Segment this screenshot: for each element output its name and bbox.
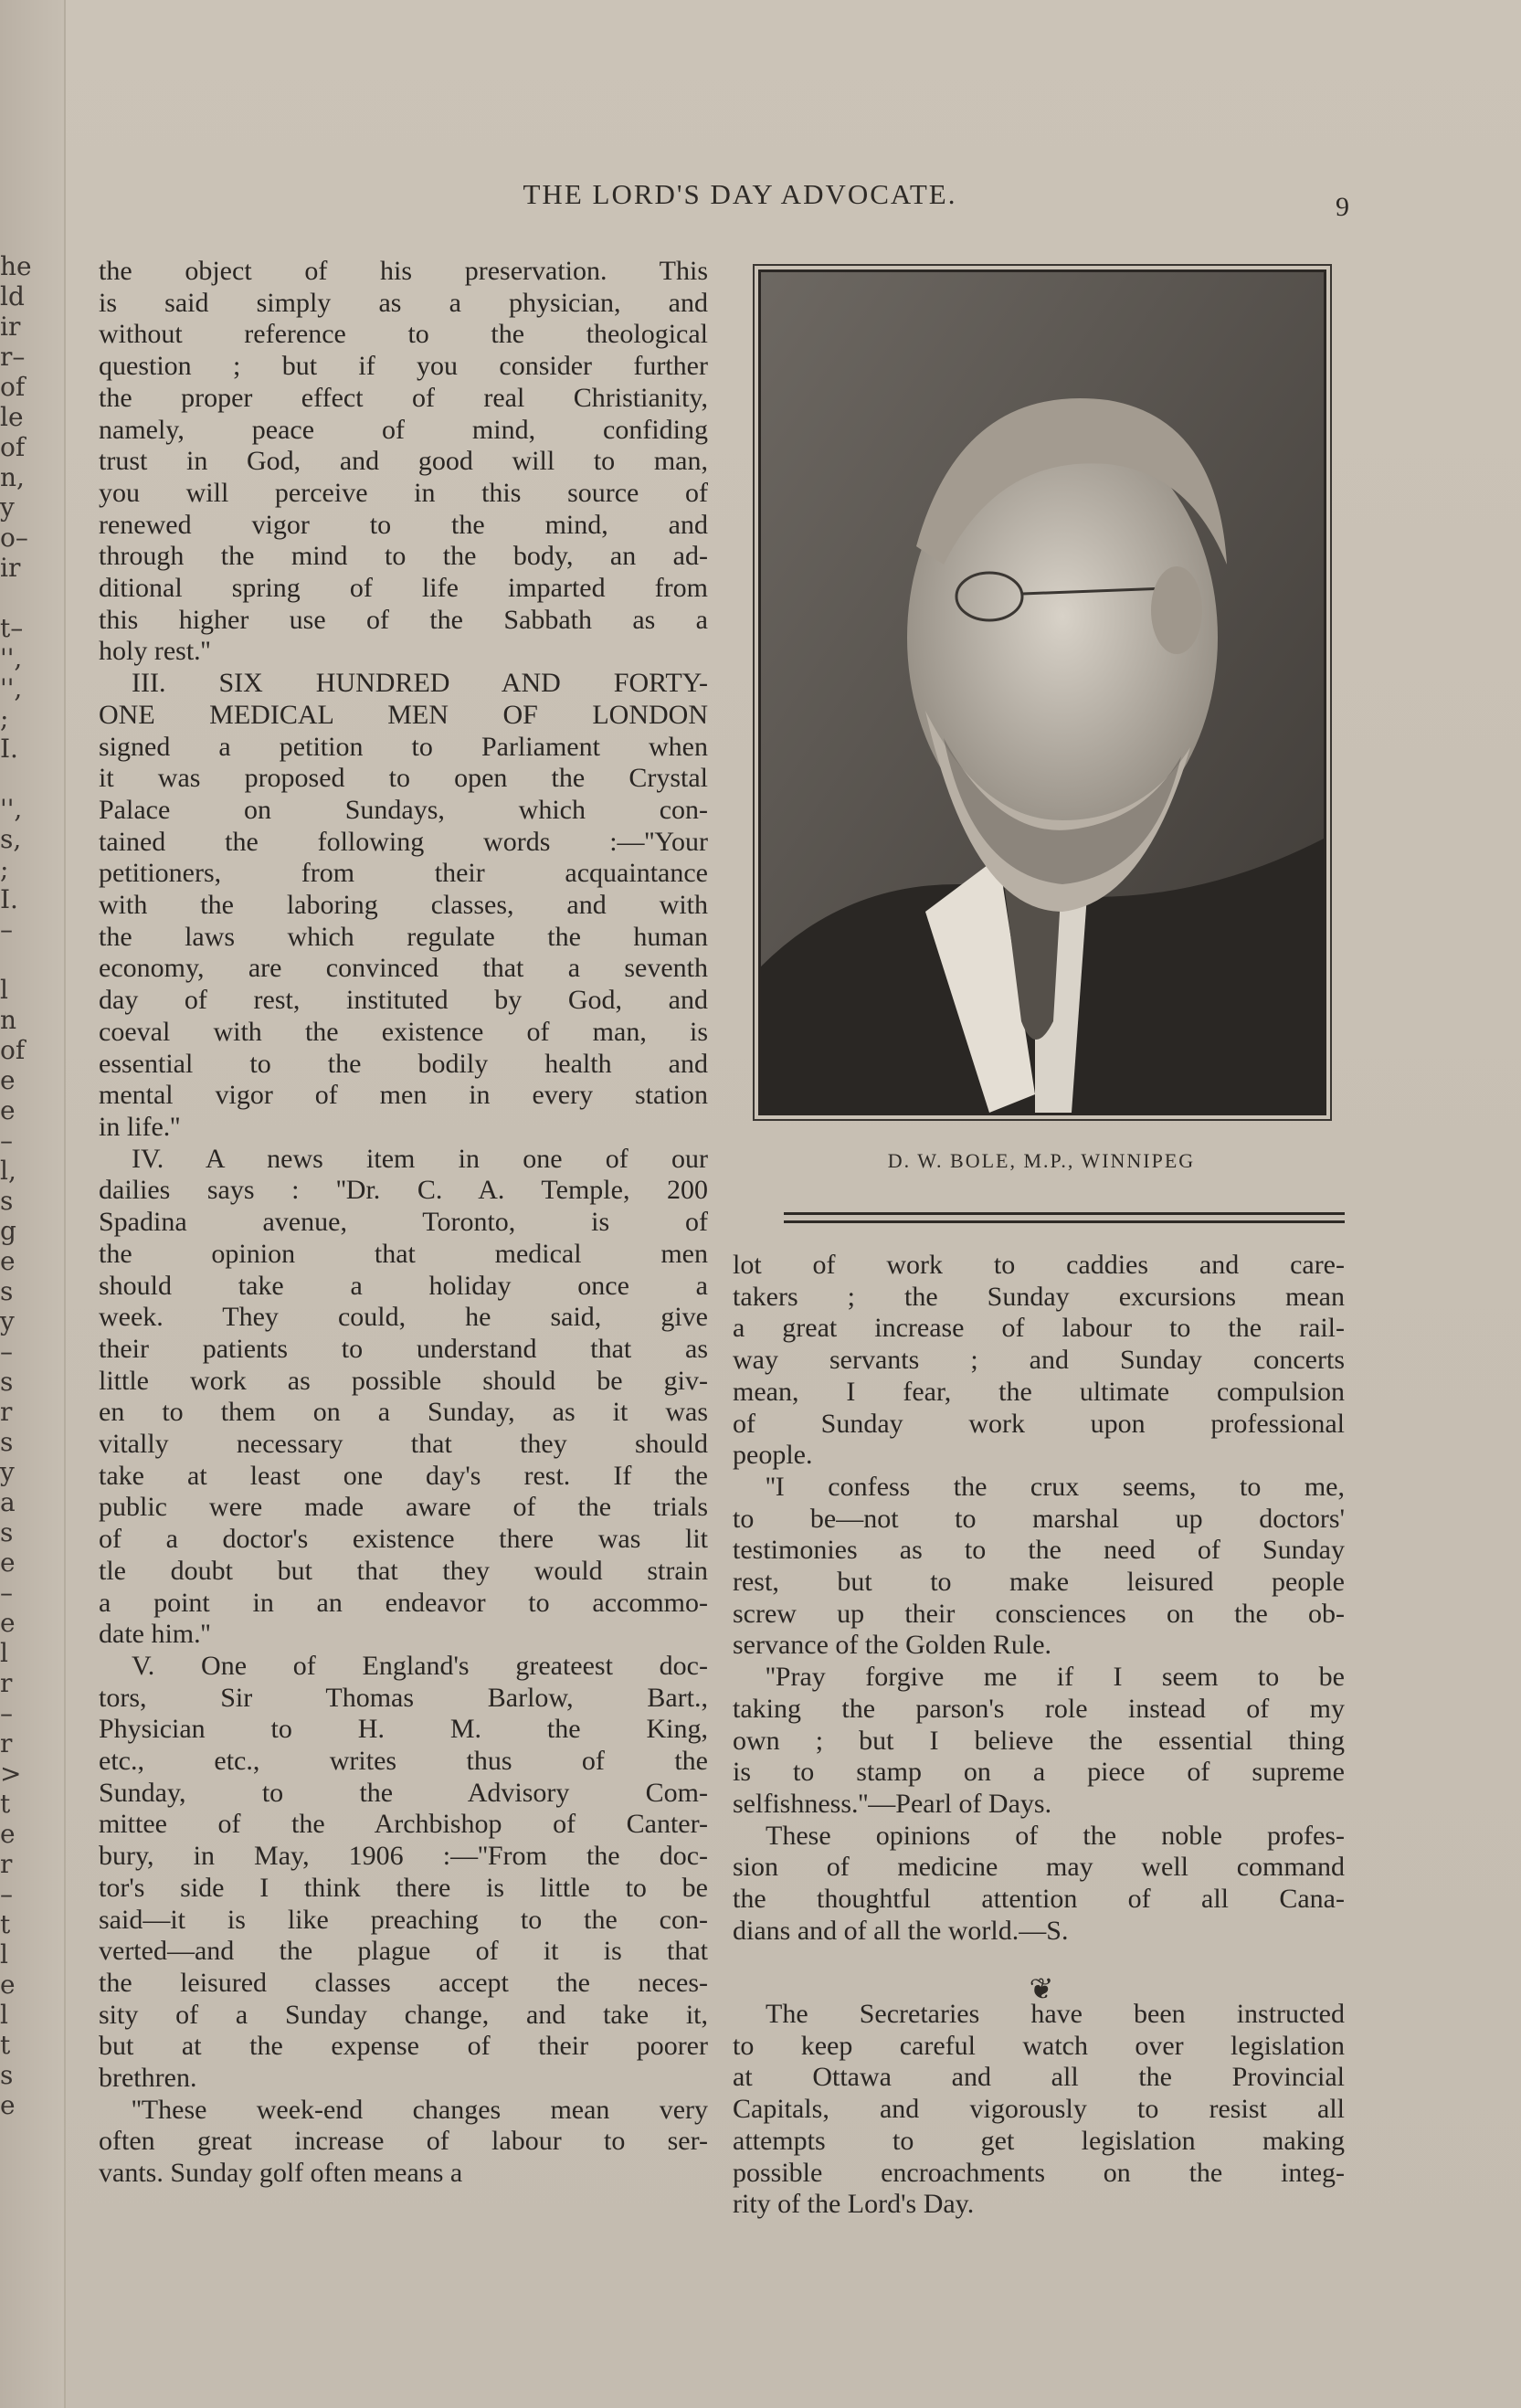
text-line: namely, peace of mind, confiding	[99, 414, 708, 445]
margin-fragment: t	[0, 1789, 11, 1819]
margin-fragment: ir	[0, 312, 21, 342]
margin-fragment: e	[0, 1095, 16, 1125]
text-line: day of rest, instituted by God, and	[99, 985, 708, 1016]
text-line: the thoughtful attention of all Cana-	[733, 1884, 1345, 1915]
margin-fragment	[0, 945, 55, 975]
margin-fragment: t	[0, 1909, 11, 1939]
margin-fragment: t	[0, 2030, 11, 2060]
margin-fragment: ;	[0, 703, 9, 734]
left-column	[99, 256, 708, 2190]
text-line: vants. Sunday golf often means a	[99, 2158, 463, 2189]
margin-fragment: r	[0, 1728, 13, 1758]
margin-fragment: y	[0, 1306, 15, 1336]
portrait-photo	[758, 269, 1326, 1115]
margin-fragment: l,	[0, 1156, 16, 1186]
margin-fragment: of	[0, 432, 26, 462]
margin-fragment: he	[0, 251, 32, 281]
text-line: way servants ; and Sunday concerts	[733, 1345, 1345, 1376]
text-line: holy rest.''	[99, 636, 211, 667]
margin-fragment: e	[0, 2090, 16, 2120]
margin-fragment	[0, 764, 55, 794]
margin-fragment: –	[0, 914, 13, 945]
closing-paragraph	[733, 1999, 1345, 2221]
text-line: the leisured classes accept the neces-	[99, 1967, 708, 1998]
text-line: sity of a Sunday change, and take it,	[99, 1999, 708, 2030]
text-line: brethren.	[99, 2063, 197, 2094]
margin-fragment: e	[0, 1246, 16, 1276]
text-line: Physician to H. M. the King,	[99, 1714, 708, 1745]
text-line: ''These week-end changes mean very	[132, 2094, 708, 2125]
text-line: of a doctor's existence there was lit	[99, 1524, 708, 1555]
text-line: III. SIX HUNDRED AND FORTY-	[132, 668, 708, 699]
margin-fragment: '',	[0, 673, 23, 703]
margin-fragment: I.	[0, 734, 18, 764]
text-line: coeval with the existence of man, is	[99, 1016, 708, 1047]
text-line: screw up their consciences on the ob-	[733, 1598, 1345, 1629]
text-line: testimonies as to the need of Sunday	[733, 1535, 1345, 1566]
text-line: you will perceive in this source of	[99, 477, 708, 508]
text-line: signed a petition to Parliament when	[99, 731, 708, 762]
text-line: week. They could, he said, give	[99, 1302, 708, 1333]
text-line: said—it is like preaching to the con-	[99, 1904, 708, 1935]
left-page-fragments	[0, 251, 55, 2120]
margin-fragment: r–	[0, 342, 26, 372]
margin-fragment: y	[0, 492, 15, 523]
fold-line	[64, 0, 66, 2408]
margin-fragment: s	[0, 1276, 14, 1306]
margin-fragment: y	[0, 1457, 15, 1487]
margin-fragment: –	[0, 1125, 13, 1156]
text-line: ''I confess the crux seems, to me,	[766, 1471, 1345, 1502]
text-line: IV. A news item in one of our	[132, 1143, 708, 1174]
margin-fragment: '',	[0, 794, 23, 824]
margin-fragment: n	[0, 1005, 17, 1035]
text-line: is said simply as a physician, and	[99, 287, 708, 318]
margin-fragment: r	[0, 1668, 13, 1698]
text-line: possible encroachments on the integ-	[733, 2157, 1345, 2188]
text-line: servance of the Golden Rule.	[733, 1630, 1052, 1661]
margin-fragment: s,	[0, 824, 22, 854]
text-line: little work as possible should be giv-	[99, 1365, 708, 1396]
text-line: mittee of the Archbishop of Canter-	[99, 1809, 708, 1840]
text-line: ditional spring of life imparted from	[99, 573, 708, 604]
text-line: dians and of all the world.—S.	[733, 1915, 1069, 1946]
margin-fragment: g	[0, 1216, 16, 1246]
text-line: dailies says : ''Dr. C. A. Temple, 200	[99, 1175, 708, 1206]
margin-fragment: ld	[0, 281, 25, 312]
margin-fragment: o–	[0, 523, 28, 553]
page-number: 9	[1336, 192, 1349, 222]
margin-fragment: –	[0, 1879, 13, 1909]
text-line: Capitals, and vigorously to resist all	[733, 2094, 1345, 2125]
margin-fragment: r	[0, 1397, 13, 1427]
margin-fragment: I.	[0, 884, 18, 914]
text-line: to be—not to marshal up doctors'	[733, 1503, 1345, 1534]
text-line: verted—and the plague of it is that	[99, 1936, 708, 1967]
margin-fragment: ;	[0, 854, 9, 884]
margin-fragment: of	[0, 1035, 26, 1065]
margin-fragment: e	[0, 1547, 16, 1578]
text-line: people.	[733, 1440, 813, 1471]
margin-fragment: n,	[0, 462, 25, 492]
text-line: ONE MEDICAL MEN OF LONDON	[99, 699, 708, 730]
margin-fragment: t–	[0, 613, 24, 643]
text-line: at Ottawa and all the Provincial	[733, 2062, 1345, 2093]
margin-fragment: a	[0, 1487, 16, 1517]
text-line: the object of his preservation. This	[99, 256, 708, 286]
text-line: the laws which regulate the human	[99, 921, 708, 952]
text-line: with the laboring classes, and with	[99, 890, 708, 921]
margin-fragment: s	[0, 1186, 14, 1216]
text-line: tained the following words :—''Your	[99, 826, 708, 857]
text-line: vitally necessary that they should	[99, 1429, 708, 1460]
text-line: a point in an endeavor to accommo-	[99, 1587, 708, 1618]
text-line: is to stamp on a piece of supreme	[733, 1757, 1345, 1788]
text-line: petitioners, from their acquaintance	[99, 858, 708, 889]
margin-fragment: l	[0, 975, 8, 1005]
margin-fragment: r	[0, 1849, 13, 1879]
margin-fragment: of	[0, 372, 26, 402]
right-column	[733, 1250, 1345, 1947]
text-line: of Sunday work upon professional	[733, 1408, 1345, 1439]
text-line: Sunday, to the Advisory Com-	[99, 1777, 708, 1808]
text-line: taking the parson's role instead of my	[733, 1693, 1345, 1724]
margin-fragment: ir	[0, 553, 21, 583]
text-line: trust in God, and good will to man,	[99, 446, 708, 477]
text-line: take at least one day's rest. If the	[99, 1460, 708, 1491]
text-line: question ; but if you consider further	[99, 351, 708, 382]
margin-fragment: le	[0, 402, 24, 432]
text-line: date him.''	[99, 1619, 211, 1650]
text-line: en to them on a Sunday, as it was	[99, 1397, 708, 1428]
section-rule-top	[784, 1212, 1345, 1215]
text-line: should take a holiday once a	[99, 1270, 708, 1301]
margin-fragment: e	[0, 1608, 16, 1638]
text-line: in life.''	[99, 1111, 181, 1142]
text-line: mental vigor of men in every station	[99, 1080, 708, 1111]
margin-fragment: –	[0, 1698, 13, 1728]
text-line: a great increase of labour to the rail-	[733, 1313, 1345, 1344]
margin-fragment: l	[0, 1638, 8, 1668]
text-line: through the mind to the body, an ad-	[99, 541, 708, 572]
text-line: rest, but to make leisured people	[733, 1567, 1345, 1598]
text-line: etc., etc., writes thus of the	[99, 1746, 708, 1777]
text-line: it was proposed to open the Crystal	[99, 763, 708, 794]
text-line: but at the expense of their poorer	[99, 2031, 708, 2062]
margin-fragment: e	[0, 1819, 16, 1849]
margin-fragment: l	[0, 2000, 8, 2030]
margin-fragment: e	[0, 1065, 16, 1095]
text-line: Palace on Sundays, which con-	[99, 794, 708, 825]
text-line: essential to the bodily health and	[99, 1048, 708, 1079]
margin-fragment: l	[0, 1939, 8, 1970]
margin-fragment: '',	[0, 643, 23, 673]
text-line: mean, I fear, the ultimate compulsion	[733, 1376, 1345, 1407]
text-line: often great increase of labour to ser-	[99, 2126, 708, 2157]
margin-fragment: s	[0, 1367, 14, 1397]
text-line: bury, in May, 1906 :—''From the doc-	[99, 1841, 708, 1872]
text-line: without reference to the theological	[99, 319, 708, 350]
section-rule-bottom	[784, 1220, 1345, 1223]
margin-fragment: s	[0, 1517, 14, 1547]
text-line: rity of the Lord's Day.	[733, 2189, 975, 2220]
portrait-image	[761, 272, 1324, 1113]
text-line: sion of medicine may well command	[733, 1852, 1345, 1883]
text-line: economy, are convinced that a seventh	[99, 953, 708, 984]
margin-fragment: e	[0, 1970, 16, 2000]
margin-fragment: –	[0, 1578, 13, 1608]
text-line: The Secretaries have been instructed	[766, 1999, 1345, 2029]
text-line: lot of work to caddies and care-	[733, 1250, 1345, 1280]
text-line: the opinion that medical men	[99, 1238, 708, 1269]
text-line: tor's side I think there is little to be	[99, 1872, 708, 1903]
text-line: tors, Sir Thomas Barlow, Bart.,	[99, 1682, 708, 1713]
text-line: These opinions of the noble profes-	[766, 1820, 1345, 1851]
margin-fragment: s	[0, 1427, 14, 1457]
margin-fragment	[0, 583, 55, 613]
text-line: attempts to get legislation making	[733, 2125, 1345, 2156]
running-title: THE LORD'S DAY ADVOCATE.	[523, 178, 957, 210]
text-line: tle doubt but that they would strain	[99, 1555, 708, 1586]
text-line: their patients to understand that as	[99, 1333, 708, 1364]
text-line: this higher use of the Sabbath as a	[99, 604, 708, 635]
text-line: public were made aware of the trials	[99, 1492, 708, 1523]
margin-fragment: –	[0, 1336, 13, 1367]
text-line: selfishness.''—Pearl of Days.	[733, 1788, 1052, 1819]
margin-fragment: >	[0, 1758, 22, 1789]
text-line: to keep careful watch over legislation	[733, 2030, 1345, 2061]
text-line: takers ; the Sunday excursions mean	[733, 1281, 1345, 1312]
text-line: ''Pray forgive me if I seem to be	[766, 1662, 1345, 1693]
ornament-icon: ❦	[1029, 1971, 1054, 2006]
text-line: V. One of England's greateest doc-	[132, 1650, 708, 1681]
text-line: the proper effect of real Christianity,	[99, 382, 708, 413]
portrait-caption: D. W. BOLE, M.P., WINNIPEG	[887, 1149, 1196, 1172]
text-line: own ; but I believe the essential thing	[733, 1725, 1345, 1756]
text-line: renewed vigor to the mind, and	[99, 509, 708, 540]
text-line: Spadina avenue, Toronto, is of	[99, 1207, 708, 1238]
margin-fragment: s	[0, 2060, 14, 2090]
